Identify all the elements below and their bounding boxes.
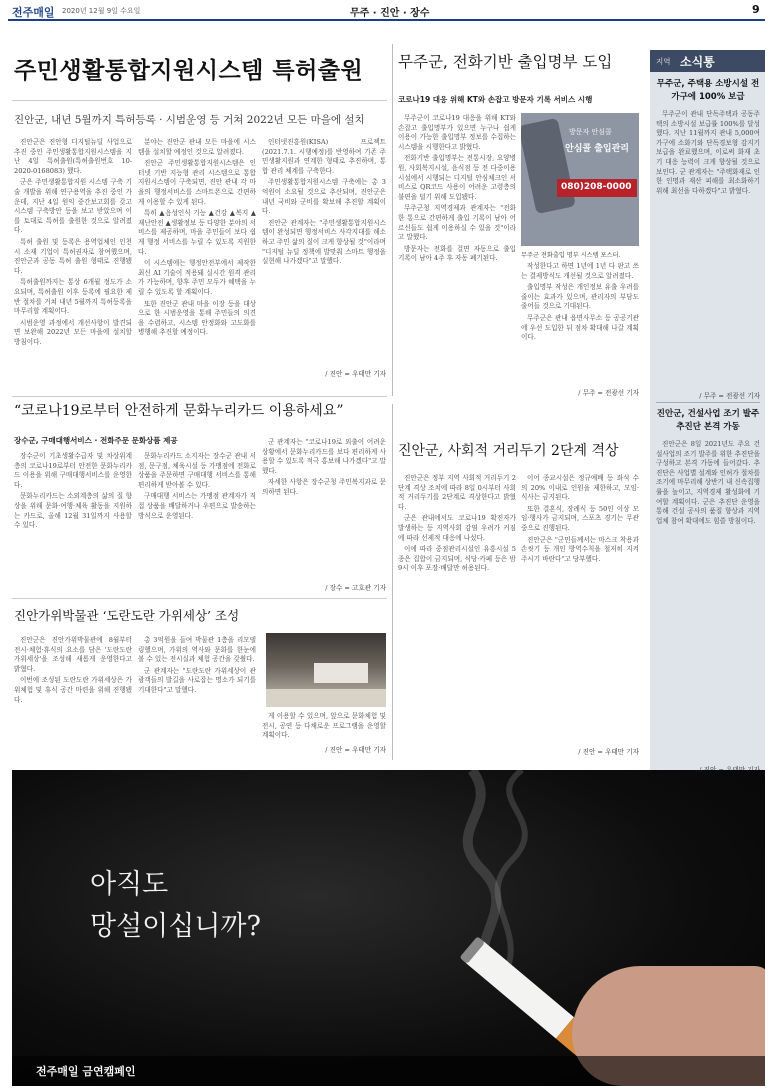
paper-name: 전주매일 [12, 6, 55, 19]
ad-footer-text: 전주매일 금연캠페인 [36, 1065, 136, 1078]
paragraph: 자세한 사항은 장수군청 주민복지과로 문의하면 된다. [262, 478, 386, 496]
paragraph: 진안군은 진안형 디지털뉴딜 사업으로 추진 중인 주민생활통합지원시스템을 지난 4일 특허출원(특허출원번호 10-2020-0168083) 했다. [14, 138, 132, 175]
phone-register-poster [521, 113, 639, 246]
story-d-body-col1 [14, 636, 132, 754]
main-headline: 주민생활통합지원시스템 특허출원 [14, 58, 364, 84]
issue-date: 2020년 12월 9일 수요일 [62, 7, 141, 15]
section-rule [12, 598, 387, 599]
section-rule [12, 396, 387, 397]
main-body-col2 [138, 138, 256, 378]
paragraph: 시범운영 과정에서 개선사항이 발견되면 보완해 2022년 모든 마을에 설치할 방침이다. [14, 318, 132, 346]
paragraph: 군은 주민생활통합지원 시스템 구축 기술 개발을 위해 연구용역을 추진 중인 가운데, 지난 4일 원익 중간보고회를 갖고 시스템 구축방안 등을 보고 받았으며 이를 토대로 특허를 출원한 것으로 알려졌다. [14, 178, 132, 235]
story-c-subheadline: 장수군, 구매대행서비스 · 전화주문 문화상품 제공 [14, 436, 178, 445]
antismoking-ad [12, 770, 765, 1086]
paragraph: 총 3억원을 들여 박물관 1층을 리모델링했으며, 가위의 역사와 문화를 한눈에 볼 수 있는 전시실과 체험 공간을 갖췄다. [138, 636, 256, 664]
story-b-body-col1 [398, 114, 516, 396]
paragraph: 군 관계자는 "도란도란 가위세상이 관광객들의 발길을 사로잡는 명소가 되기를 기대한다"고 말했다. [138, 666, 256, 694]
paragraph: 분야는 진안군 관내 모든 마을에 시스템을 설치할 예정인 것으로 알려졌다. [138, 138, 256, 156]
poster-phone-shape [521, 118, 576, 214]
sidebar-label: 지역 [656, 57, 671, 66]
story-d-headline: 진안가위박물관 ‘도란도란 가위세상’ 조성 [14, 608, 240, 623]
story-b-byline: / 무주 = 전광선 기자 [578, 389, 639, 397]
paragraph: 또한 결혼식, 장례식 등 50인 이상 모임·행사가 금지되며, 스포츠 경기는 무관중으로 진행된다. [521, 504, 639, 532]
paragraph: 이어 종교시설은 정규예배 등 좌석 수의 20% 이내로 인원을 제한하고, 모임·식사는 금지된다. [521, 474, 639, 502]
story-c-byline: / 장수 = 고호관 기자 [325, 584, 386, 592]
story-c-body-col3 [262, 438, 386, 580]
section-name: 무주 · 진안 · 장수 [350, 8, 430, 19]
paragraph: 이번에 조성된 도란도란 가위세상은 가위체험 및 휴식 공간 마련을 위해 진행됐다. [14, 676, 132, 704]
sidebar-item2-body [656, 440, 760, 760]
column-divider [392, 404, 393, 760]
story-d-body-col3 [262, 712, 386, 744]
sidebar-item1-body [656, 110, 760, 390]
museum-photo-floor [266, 689, 386, 707]
story-e-body-col1 [398, 474, 516, 758]
museum-photo-display [314, 663, 368, 683]
ad-headline-line1: 아직도 [90, 869, 169, 900]
story-c-headline: “코로나19로부터 안전하게 문화누리카드 이용하세요” [14, 403, 344, 419]
story-d-body-col2 [138, 636, 256, 754]
paragraph: 특허 출원 및 등록은 용역업체인 인천시 소재 기업이 특허권자로 참여했으며, 진안군과 공동 특허 출원 형태로 진행됐다. [14, 237, 132, 275]
page-header [0, 0, 773, 20]
story-e-headline: 진안군, 사회적 거리두기 2단계 격상 [398, 443, 619, 459]
story-b-subheadline: 코로나19 대응 위해 KT와 손잡고 방문자 기록 서비스 시행 [398, 95, 593, 104]
main-body-col1 [14, 138, 132, 378]
header-rule [8, 19, 765, 21]
story-b-body-col2 [521, 262, 639, 387]
paragraph: 무주군이 코로나19 대응을 위해 KT와 손잡고 출입명부가 있으면 누구나 쉽게 이용이 가능한 출입명부 정보를 수집하는 시스템을 시행한다고 밝혔다. [398, 114, 516, 151]
page-number: 9 [752, 3, 760, 16]
sidebar-item1-title: 무주군, 주택용 소방시설 전 가구에 100% 보급 [656, 79, 760, 102]
paragraph: 문화누리카드 소지자는 장수군 관내 서점, 문구점, 체육시설 등 가맹점에 전화로 상품을 주문하면 구매대행 서비스를 통해 편리하게 받아볼 수 있다. [138, 452, 256, 489]
paragraph: 진안군은 정부 지역 사회적 거리두기 2단계 격상 조치에 따라 8일 0시부터 사회적 거리두기를 2단계로 격상한다고 밝혔다. [398, 474, 516, 511]
paragraph: 구매대행 서비스는 가맹점 관계자가 직접 상품을 배달하거나 우편으로 발송하는 방식으로 운영된다. [138, 492, 256, 520]
sidebar-header [650, 50, 765, 72]
paragraph: 진안군은 8일 2021년도 주요 건설사업의 조기 발주를 위한 추진단을 구성하고 본격 가동에 들어갔다. 추진단은 사업별 설계와 인허가 절차를 조기에 마무리해 상반기 내 신속집행률을 높이고, 지역경제 활성화에 기여할 계획이다. 군은 추진단 운영을 통해 건설 공사의 품질 향상과 지역업체 참여 확대에도 힘쓸 방침이다. [656, 440, 760, 525]
story-c-body-col1 [14, 452, 132, 604]
paragraph: 전화기반 출입명부는 전통시장, 요양병원, 사회복지시설, 음식점 등 전 다중이용시설에서 시행되는 디지털 안심체크인 서비스로 QR코드 사용이 어려운 고령층의 불편을 덜기 위해 도입됐다. [398, 154, 516, 201]
paragraph: 주민생활통합지원시스템 구축에는 총 3억원이 소요될 것으로 추산되며, 진안군은 내년 국비와 군비를 확보해 추진할 계획이다. [262, 178, 386, 216]
paragraph: 진안군 관계자는 "주민생활통합지원시스템이 완성되면 행정서비스 사각지대를 해소하고 주민 삶의 질이 크게 향상될 것"이라며 "디지털 뉴딜 정책에 발맞춰 스마트 행정을 실현해 나가겠다"고 말했다. [262, 218, 386, 266]
poster-line1: 방문자 안심콜 [569, 128, 612, 136]
paragraph: 진안군은 "군민들께서는 마스크 착용과 손씻기 등 개인 방역수칙을 철저히 지켜주시기 바란다"고 당부했다. [521, 535, 639, 563]
paragraph: 이 시스템에는 행정안전부에서 제작한 최신 AI 기술이 적용돼 실시간 원격 관리가 가능하며, 향후 주민 모두가 혜택을 누릴 수 있도록 할 계획이다. [138, 259, 256, 296]
paragraph: 무주군이 관내 단독주택과 공동주택의 소방시설 보급률 100%를 달성했다. 지난 11월까지 관내 5,000여 가구에 소화기와 단독경보형 감지기 보급을 완료했으며, 이로써 화재 초기 대응 능력이 크게 향상될 것으로 보인다. 군 관계자는 "주택화재로 인한 인명과 재산 피해를 최소화하기 위해 최선을 다하겠다"고 밝혔다. [656, 110, 760, 195]
paragraph: 게 이용할 수 있으며, 앞으로 문화체험 및 전시, 공연 등 다채로운 프로그램을 운영할 계획이다. [262, 712, 386, 740]
story-c-body-col2 [138, 452, 256, 604]
main-divider [12, 100, 387, 101]
column-divider [392, 44, 393, 396]
main-byline: / 진안 = 우태만 기자 [325, 370, 386, 378]
paragraph: 이에 따라 중점관리시설인 유흥시설 5종은 집합이 금지되며, 식당·카페 등은 밤 9시 이후 포장·배달만 허용된다. [398, 545, 516, 573]
paragraph: 장수군이 기초생활수급자 및 차상위계층의 코로나19로부터 안전한 문화누리카드 이용을 위해 구매대행서비스를 운영한다. [14, 452, 132, 489]
paragraph: 진안군은 진안가위박물관에 8월부터 전시·체험·휴식의 요소를 담은 '도란도란 가위세상'을 조성해 새롭게 운영한다고 밝혔다. [14, 636, 132, 673]
story-e-body-col2 [521, 474, 639, 744]
paragraph: 작성한다고 하면 1년에 1년 다 판고 쓰는 결제방식도 개선될 것으로 알려졌다. [521, 262, 639, 280]
sidebar-item2-title: 진안군, 건설사업 조기 발주 추진단 본격 가동 [656, 409, 760, 432]
paragraph: 방문자는 전화를 걸면 자동으로 출입 기록이 남아 4주 후 자동 폐기된다. [398, 244, 516, 263]
paragraph: 무주군은 관내 읍면사무소 등 공공기관에 우선 도입한 뒤 점차 확대해 나갈 계획이다. [521, 313, 639, 342]
sidebar-title: 소식통 [680, 55, 715, 69]
paragraph: 군은 관내에서도 코로나19 확진자가 발생하는 등 지역사회 감염 우려가 커짐에 따라 선제적 대응에 나섰다. [398, 514, 516, 542]
story-b-headline: 무주군, 전화기반 출입명부 도입 [398, 53, 613, 71]
main-subheadline: 진안군, 내년 5월까지 특허등록 · 시범운영 등 거쳐 2022년 모든 마을에 설치 [14, 114, 365, 126]
paragraph: 특히 ▲음성인식 기능 ▲건강 ▲복지 ▲재난안전 ▲생활정보 등 다양한 분야의 서비스를 제공하며, 마을 주민들이 보다 쉽게 행정 서비스를 누릴 수 있도록 지원한다. [138, 209, 256, 256]
paragraph: 또한 진안군 관내 마을 이장 등을 대상으로 한 시범운영을 통해 주민들의 의견을 수렴하고, 시스템 안정화와 고도화를 병행해 추진할 예정이다. [138, 299, 256, 337]
ad-headline-line2: 망설이십니까? [90, 911, 261, 942]
paragraph: 군 관계자는 "코로나19로 외출이 어려운 상황에서 문화누리카드를 보다 편리하게 사용할 수 있도록 적극 홍보해 나가겠다"고 말했다. [262, 438, 386, 475]
sidebar-divider [656, 402, 760, 403]
main-body-col3 [262, 138, 386, 368]
paragraph: 출입명부 작성은 개인정보 유출 우려를 줄이는 효과가 있으며, 관리자의 부담도 줄어들 것으로 기대된다. [521, 283, 639, 311]
poster-caption: 무주군 전화출입 명부 시스템 포스터. [521, 252, 621, 259]
poster-line2: 안심콜 출입관리 [565, 144, 629, 154]
poster-number: 080)208-0000 [561, 182, 632, 192]
story-e-byline: / 진안 = 우태만 기자 [578, 748, 639, 756]
paragraph: 문화누리카드는 소외계층의 삶의 질 향상을 위해 문화·여행·체육 활동을 지원하는 카드로, 올해 12월 31일까지 사용할 수 있다. [14, 492, 132, 530]
paragraph: 무주군청 지역경제과 관계자는 "전화 한 통으로 간편하게 출입 기록이 남아 어르신들도 쉽게 이용하실 수 있을 것"이라고 말했다. [398, 204, 516, 242]
sidebar-item1-byline: / 무주 = 전광선 기자 [699, 392, 760, 400]
story-d-byline: / 진안 = 우태만 기자 [325, 746, 386, 754]
paragraph: 특허출원까지는 통상 6개월 정도가 소요되며, 특허출원 이후 등록에 필요한 제반 절차를 거쳐 내년 5월까지 특허등록을 마무리할 계획이다. [14, 278, 132, 316]
paragraph: 인터넷진흥원(KISA) 프로젝트(2021.7.1. 시행예정)를 반영하여 기존 주민생활지원과 연계한 형태로 추진하며, 통합 관리 체계를 구축한다. [262, 138, 386, 175]
paragraph: 진안군 주민생활통합지원시스템은 인터넷 기반 지능형 관리 시스템으로 통합지원시스템이 구축되면, 진안 관내 각 마을의 행정서비스를 스마트폰으로 간편하게 이용할 수 있게 된다. [138, 159, 256, 206]
museum-photo [266, 633, 386, 707]
